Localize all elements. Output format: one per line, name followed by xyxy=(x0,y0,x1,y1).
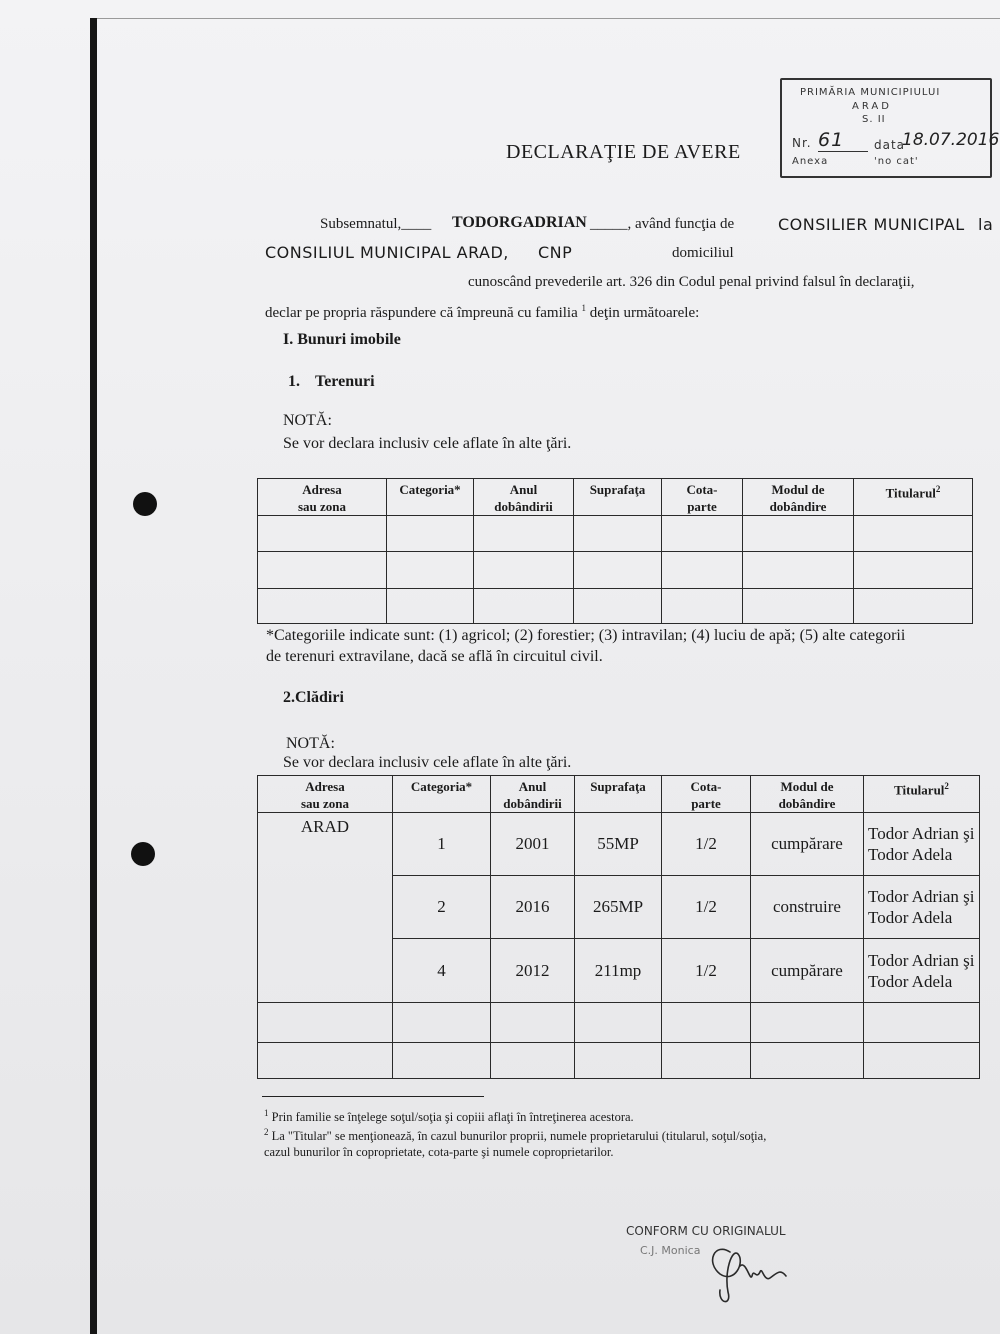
table-row xyxy=(258,1003,980,1043)
footnote-separator xyxy=(262,1096,484,1097)
categorii-note-line-2: de terenuri extravilane, dacă se află în circuitul civil. xyxy=(266,648,603,665)
cell-cota: 1/2 xyxy=(662,876,751,939)
intro-cunoscand: cunoscând prevederile art. 326 din Codul penal privind falsul în declaraţii, xyxy=(468,274,915,290)
signature-icon xyxy=(690,1232,800,1312)
table-row xyxy=(258,589,973,624)
stamp-line-2: ARAD xyxy=(852,101,892,112)
table-row xyxy=(258,516,973,552)
table-header-row xyxy=(258,479,973,516)
footnote-1 xyxy=(264,1108,634,1125)
footnote-1-marker: 1 xyxy=(264,1108,269,1118)
footnote-ref-1: 1 xyxy=(581,303,587,313)
intro-declar xyxy=(265,303,699,322)
declarant-role: CONSILIER MUNICIPAL xyxy=(778,215,965,234)
col-anul: Anul dobândirii xyxy=(491,776,575,813)
stamp-anexa-label: Anexa xyxy=(792,156,829,167)
cell-suprafata: 211mp xyxy=(575,939,662,1003)
table-terenuri xyxy=(257,478,973,624)
cell-anul: 2016 xyxy=(491,876,575,939)
col-modul: Modul de dobândire xyxy=(751,776,864,813)
stamp-data-value: 18.07.2016 xyxy=(902,130,1000,150)
stamp-data-label: data xyxy=(874,138,906,152)
punch-hole-top xyxy=(133,492,157,516)
stamp-line-1: PRIMĂRIA MUNICIPIULUI xyxy=(800,87,941,98)
table-header-row xyxy=(258,776,980,813)
cell-suprafata: 265MP xyxy=(575,876,662,939)
cell-titular: Todor Adrian şi Todor Adela xyxy=(864,876,980,939)
nota-2-text: Se vor declara inclusiv cele aflate în alte ţări. xyxy=(283,754,572,771)
table-cladiri xyxy=(257,775,980,1079)
col-anul: Anul dobândirii xyxy=(474,479,574,516)
col-titular: Titularul$^2$ xyxy=(854,479,973,516)
nota-1-label: NOTĂ: xyxy=(283,412,332,429)
nota-2-label: NOTĂ: xyxy=(286,735,335,752)
cell-categoria: 1 xyxy=(393,813,491,876)
stamp-nr-value: 61 xyxy=(818,129,845,151)
footnote-2 xyxy=(264,1127,766,1144)
registration-stamp xyxy=(780,78,1000,178)
section-bunuri-imobile: I. Bunuri imobile xyxy=(283,331,401,348)
cell-cota: 1/2 xyxy=(662,939,751,1003)
col-categoria: Categoria* xyxy=(387,479,474,516)
cell-modul: cumpărare xyxy=(751,813,864,876)
col-modul: Modul de dobândire xyxy=(743,479,854,516)
footnote-1-text: Prin familie se înţelege soţul/soţia şi copiii aflaţi în întreţinerea acestora. xyxy=(271,1110,634,1125)
stamp-line-3: S. II xyxy=(862,114,886,125)
intro-domiciliul: domiciliul xyxy=(672,245,734,261)
table-row xyxy=(258,813,980,876)
col-adresa: Adresa sau zona xyxy=(258,776,393,813)
cell-categoria: 2 xyxy=(393,876,491,939)
col-categoria: Categoria* xyxy=(393,776,491,813)
col-cota: Cota- parte xyxy=(662,776,751,813)
section-1-number: 1. xyxy=(288,373,300,390)
declarant-institution: CONSILIUL MUNICIPAL ARAD, xyxy=(265,243,509,262)
intro-detin-text: deţin următoarele: xyxy=(589,305,700,321)
intro-cnp: CNP xyxy=(538,243,573,262)
categorii-note-line-1: *Categoriile indicate sunt: (1) agricol; (2) forestier; (3) intravilan; (4) luciu de apă; (5) alte categorii xyxy=(266,627,906,644)
cell-modul: cumpărare xyxy=(751,939,864,1003)
col-suprafata: Suprafaţa xyxy=(575,776,662,813)
col-titular: Titularul$^2$ xyxy=(864,776,980,813)
document-title: DECLARAŢIE DE AVERE xyxy=(506,141,741,163)
table-row xyxy=(258,1043,980,1079)
stamp-nocat-label: 'no cat' xyxy=(874,156,919,167)
stamp-nr-line xyxy=(818,151,868,152)
section-cladiri: 2.Clădiri xyxy=(283,689,344,706)
binder-edge xyxy=(90,18,97,1334)
conform-stamp-line-1: CONFORM CU ORIGINALUL xyxy=(626,1224,786,1238)
punch-hole-bottom xyxy=(131,842,155,866)
intro-avand-functia: _____, având funcţia de xyxy=(590,216,735,232)
cell-modul: construire xyxy=(751,876,864,939)
section-terenuri: Terenuri xyxy=(315,373,375,390)
cell-anul: 2012 xyxy=(491,939,575,1003)
declarant-name: TODORGADRIAN xyxy=(452,214,587,231)
nota-1-text: Se vor declara inclusiv cele aflate în alte ţări. xyxy=(283,435,572,452)
intro-declar-text: declar pe propria răspundere că împreună cu familia xyxy=(265,305,578,321)
table-row xyxy=(258,552,973,589)
cell-suprafata: 55MP xyxy=(575,813,662,876)
cell-anul: 2001 xyxy=(491,813,575,876)
cell-titular: Todor Adrian şi Todor Adela xyxy=(864,813,980,876)
conform-stamp-line-2: C.J. Monica xyxy=(640,1244,701,1257)
footnote-2-text-a: La "Titular" se menţionează, în cazul bunurilor proprii, numele proprietarului (titularul, soţul/soţia, xyxy=(271,1129,767,1144)
cell-titular: Todor Adrian şi Todor Adela xyxy=(864,939,980,1003)
cell-categoria: 4 xyxy=(393,939,491,1003)
page-top-edge xyxy=(97,18,1000,19)
intro-la: la xyxy=(978,215,994,234)
footnote-2-continued: cazul bunurilor în coproprietate, cota-parte şi numele coproprietarilor. xyxy=(264,1145,614,1159)
stamp-nr-label: Nr. xyxy=(792,136,812,150)
cell-address: ARAD xyxy=(258,813,393,1003)
cell-cota: 1/2 xyxy=(662,813,751,876)
footnote-2-marker: 2 xyxy=(264,1127,269,1137)
intro-subsemnatul: Subsemnatul,____ xyxy=(320,216,432,232)
col-suprafata: Suprafaţa xyxy=(574,479,662,516)
col-cota: Cota- parte xyxy=(662,479,743,516)
col-adresa: Adresa sau zona xyxy=(258,479,387,516)
